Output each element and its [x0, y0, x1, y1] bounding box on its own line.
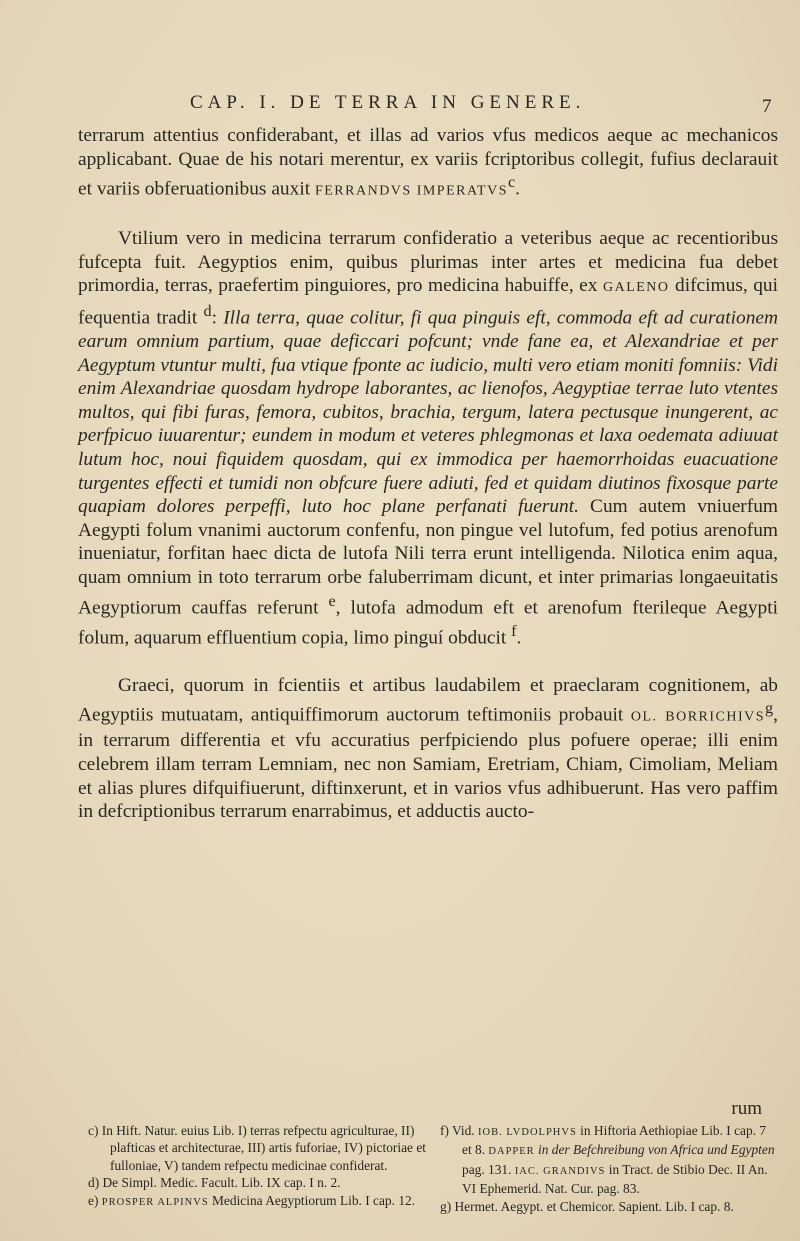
footnote-ref: d [203, 303, 212, 321]
footnote-ref: f [511, 622, 517, 640]
main-text [78, 124, 778, 824]
footnote-ref: e [328, 592, 336, 610]
galen-quote: Illa terra, quae colitur, fi qua pinguis eft, commoda eft ad curationem earum omnium partium, quae deficcari pofcunt; vnde fane ea, et Alexandriae et per Aegyptum vtuntur multi, fua vtique fponte ac iudicio, multi vero etiam moniti fomniis: Vidi enim Alexandriae quosdam hydrope laborantes, ac lienofos, Aegyptiae terrae luto vtentes multos, qui fibi furas, femora, cubitos, brachia, tergum, latera pectusque inungerent, ac perfpicuo iuuarentur; eundem in modum et veteres phlegmonas et laxa oedemata adiuuat lutum hoc, noui fiquidem quosdam, qui ex immodica per haemorrhoidas euacuatione turgentes effecti et tumidi non obfcure fuere adiuti, fed et quidam diutinos fixosque parte quapiam dolores perpeffi, luto hoc plane perfanati fuerunt. [78, 307, 778, 518]
author-name: GALENO [602, 280, 670, 296]
footnote-e: e) PROSPER ALPINVS Medicina Aegyptiorum Lib. I cap. 12. [88, 1192, 416, 1208]
footnote-ref: g [765, 700, 774, 718]
footnote-g: g) Hermet. Aegypt. et Chemicor. Sapient. Lib. I cap. 8. [440, 1198, 734, 1214]
running-header: CAP. I. DE TERRA IN GENERE. [190, 92, 586, 113]
footnote-c: c) In Hift. Natur. euius Lib. I) terras refpectu agriculturae, II) plafticas et architecturae, III) artis fuforiae, IV) pictoriae et fulloniae, V) tandem refpectu medicinae confiderat. [88, 1123, 426, 1173]
page-number: 7 [762, 96, 772, 117]
author-name: FERRANDVS IMPERATVS [314, 183, 508, 199]
paragraph-2: Vtilium vero in medicina terrarum confideratio a veteribus aeque ac recentioribus fufcepta fuit. Aegyptios enim, quibus plurimas inter artes et medicina fua debet primordia, terras, praefertim pinguiores, pro medicina habuiffe, ex GALENO difcimus, qui fequentia tradit $^d$: Illa terra, quae colitur, fi qua pinguis eft, commoda eft ad curationem earum omnium partium, quae deficcari pofcunt; vnde fane ea, et Alexandriae et per Aegyptum vtuntur multi, fua vtique fponte ac iudicio, multi vero etiam moniti fomniis: Vidi enim Alexandriae quosdam hydrope laborantes, ac lienofos, Aegyptiae terrae luto vtentes multos, qui fibi furas, femora, cubitos, brachia, tergum, latera pectusque inungerent, ac perfpicuo iuuarentur; eundem in modum et veteres phlegmonas et laxa oedemata adiuuat lutum hoc, noui fiquidem quosdam, qui ex immodica per haemorrhoidas euacuatione turgentes effecti et tumidi non obfcure fuere adiuti, fed et quidam diutinos fixosque parte quapiam dolores perpeffi, luto hoc plane perfanati fuerunt. Cum autem vniuerfum Aegypti folum vnanimi auctorum confenfu, non pingue vel lutofum, fed potius arenofum inueniatur, forfitan haec dicta de lutofa Nili terra erunt intelligenda. Nilotica enim aqua, quam omnium in toto terrarum orbe faluberrimam dicunt, et inter primarias longaeuitatis Aegyptiorum cauffas referunt $^e$, lutofa admodum eft et arenofum fterileque Aegypti folum, aquarum effluentium copia, limo pinguí obducit $^f$. [78, 228, 778, 649]
footnote-d: d) De Simpl. Medic. Facult. Lib. IX cap. I n. 2. [88, 1175, 341, 1191]
footnotes-right [440, 1122, 778, 1215]
paragraph-1: terrarum attentius confiderabant, et illas ad varios vfus medicos aeque ac mechanicos applicabant. Quae de his notari merentur, ex variis fcriptoribus collegit, fufius declarauit et variis obferuationibus auxit FERRANDVS IMPERATVS$^c$. [78, 125, 778, 200]
footnote-ref: c [508, 174, 516, 192]
footnote-f: f) Vid. IOB. LVDOLPHVS in Hiftoria Aethiopiae Lib. I cap. 7 et 8. DAPPER in der Befchreibung von Africa und Egypten pag. 131. IAC. GRANDIVS in Tract. de Stibio Dec. II An. VI Ephemerid. Nat. Cur. pag. 83. [440, 1123, 775, 1197]
author-name: OL. BORRICHIVS [630, 709, 766, 725]
footnotes-left [88, 1122, 426, 1215]
catchword: rum [731, 1098, 762, 1119]
footnotes [88, 1122, 778, 1215]
paragraph-3: Graeci, quorum in fcientiis et artibus laudabilem et praeclaram cognitionem, ab Aegyptiis mutuatam, antiquiffimorum auctorum teftimoniis probauit OL. BORRICHIVS$^g$, in terrarum differentia et vfu accuratius perfpiciendo plus pofuere operae; illi enim celebrem illam terram Lemniam, nec non Samiam, Eretriam, Chiam, Cimoliam, Meliam et alias plures difquifiuerunt, diftinxerunt, et in varios vfus adhibuerunt. Has vero paffim in defcriptionibus terrarum enarrabimus, et adductis aucto- [78, 674, 778, 823]
